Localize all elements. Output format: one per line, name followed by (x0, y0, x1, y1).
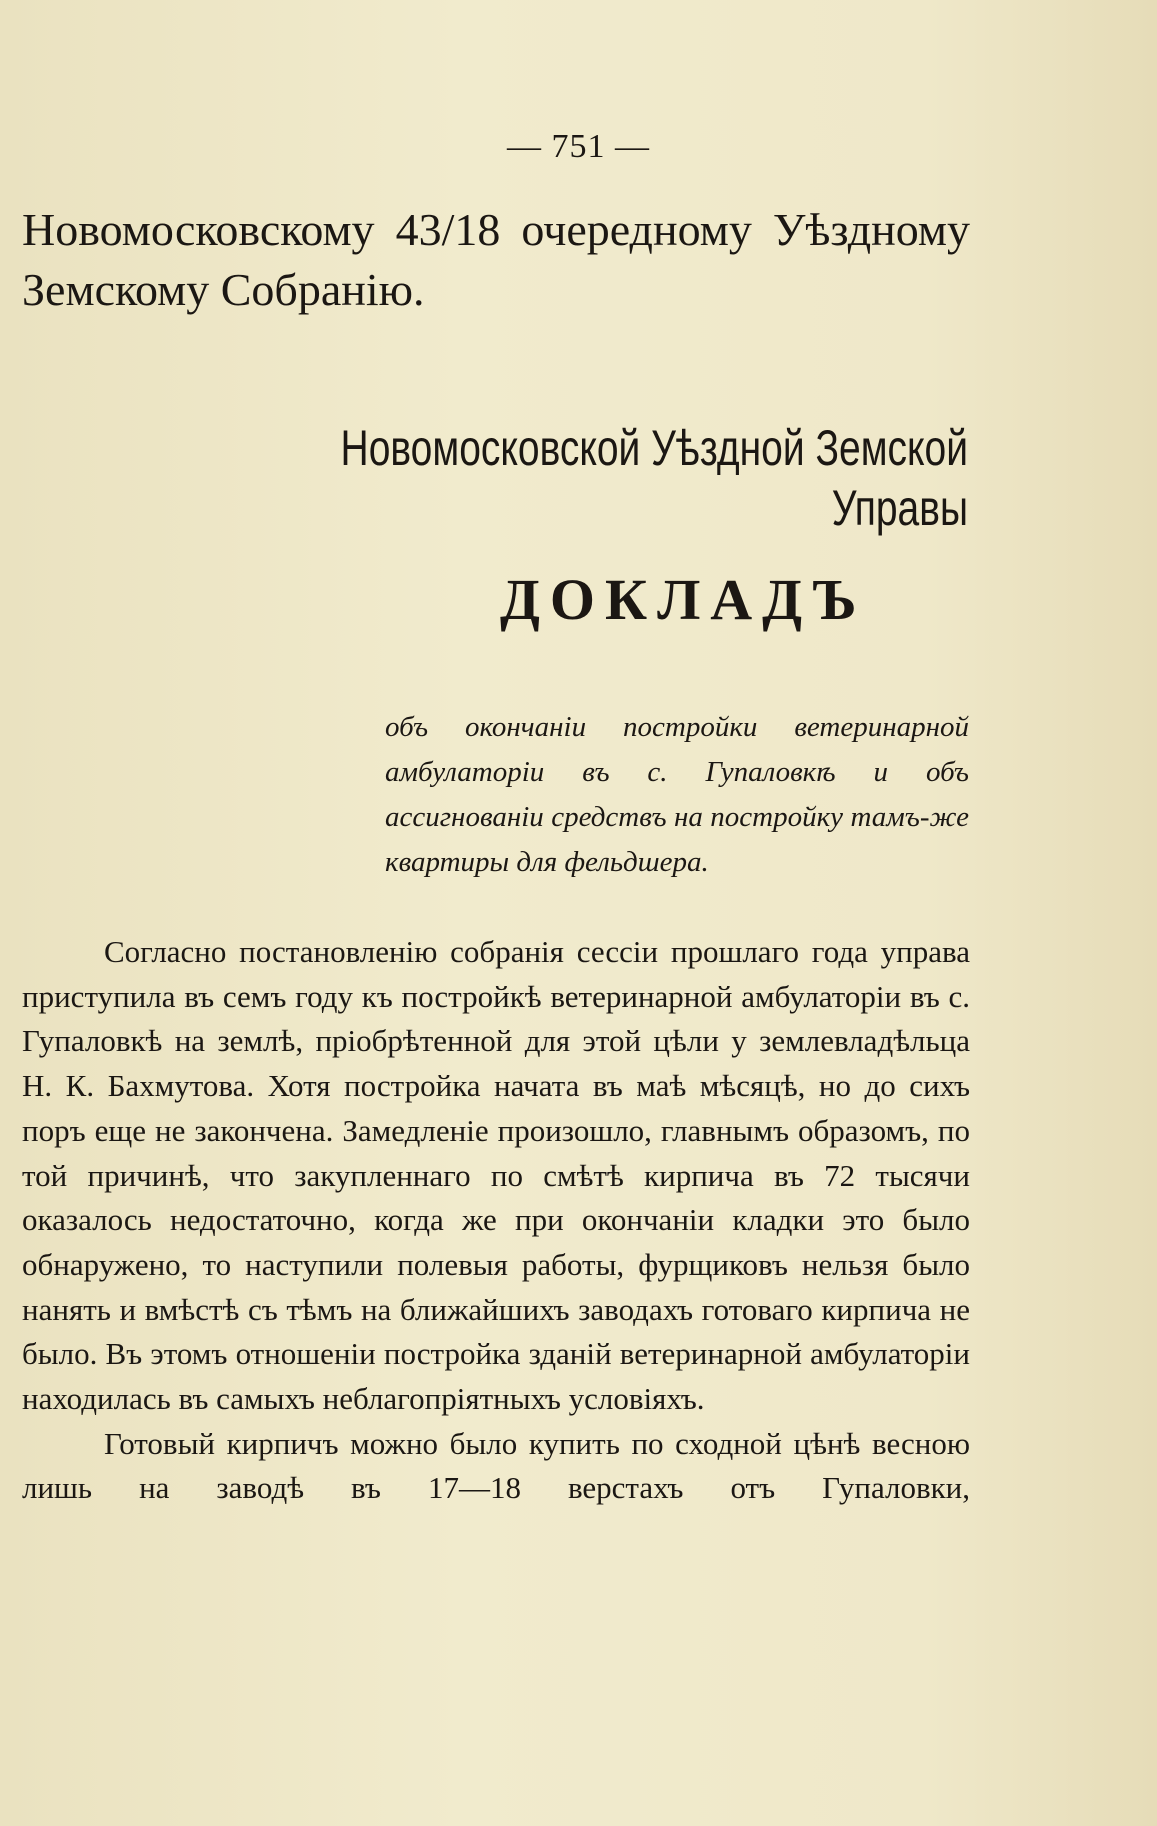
board-heading: Новомосковской Уѣздной Земской Управы (340, 420, 968, 536)
body-text (22, 930, 970, 1511)
page-number: — 751 — (507, 128, 650, 165)
document-title: ДОКЛАДЪ (500, 567, 867, 632)
report-subject: объ окончаніи постройки ветеринарной амбулаторіи въ с. Гупаловкѣ и объ ассигнованіи средствъ на постройку тамъ-же квартиры для фельдшера. (385, 711, 969, 878)
addressee-heading: Новомосковскому 43/18 очередному Уѣздному Земскому Собранію. (22, 204, 970, 315)
paragraph: Готовый кирпичъ можно было купить по сходной цѣнѣ весною лишь на заводѣ въ 17—18 верстахъ отъ Гупаловки, (22, 1425, 970, 1506)
paragraph: Согласно постановленію собранія сессіи прошлаго года управа приступила въ семъ году къ постройкѣ ветеринарной амбулаторіи въ с. Гупаловкѣ на землѣ, пріобрѣтенной для этой цѣли у землевладѣльца Н. К. Бахмутова. Хотя постройка начата въ маѣ мѣсяцѣ, но до сихъ поръ еще не закончена. Замедленіе произошло, главнымъ образомъ, по той причинѣ, что закупленнаго по смѣтѣ кирпича въ 72 тысячи оказалось недостаточно, когда же при окончаніи кладки это было обнаружено, то наступили полевыя работы, фурщиковъ нельзя было нанять и вмѣстѣ съ тѣмъ на ближайшихъ заводахъ готоваго кирпича не было. Въ этомъ отношеніи постройка зданій ветеринарной амбулаторіи находилась въ самыхъ неблагопріятныхъ условіяхъ. (22, 934, 970, 1417)
